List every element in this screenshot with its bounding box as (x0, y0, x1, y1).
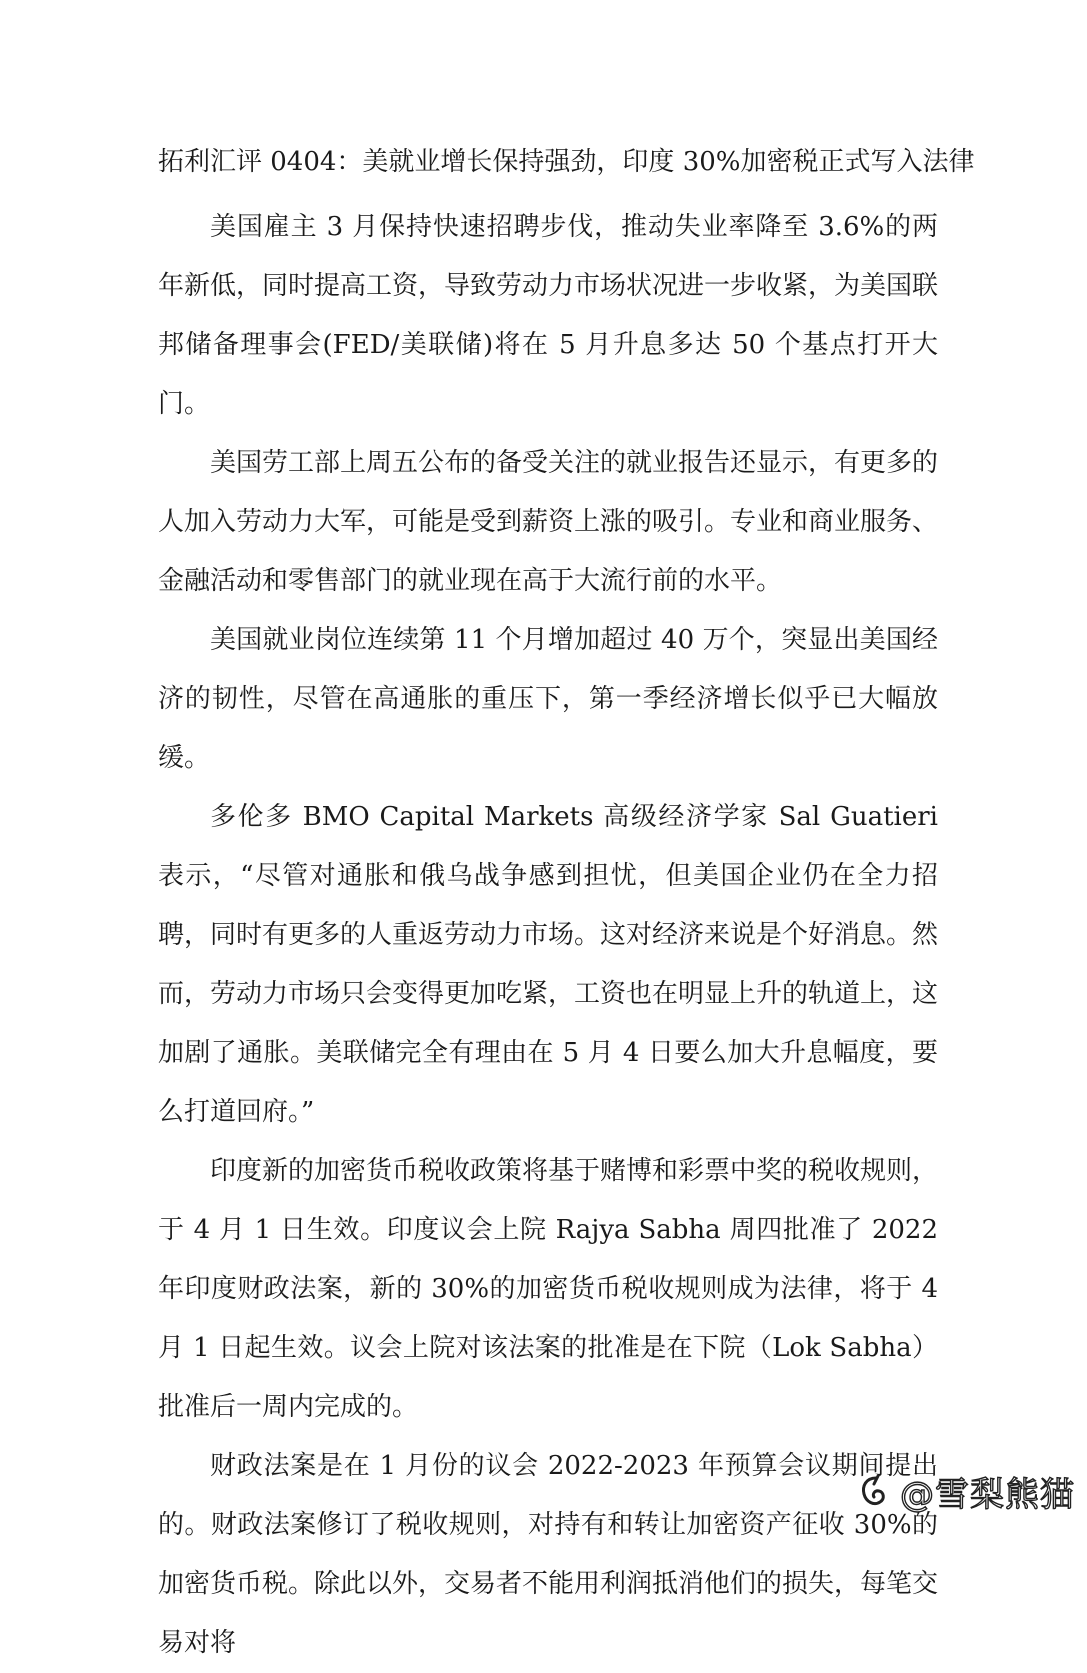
paragraph-3: 美国就业岗位连续第 11 个月增加超过 40 万个，突显出美国经济的韧性，尽管在高通胀的重压下，第一季经济增长似乎已大幅放缓。 (158, 625, 938, 773)
paragraph-6: 财政法案是在 1 月份的议会 2022-2023 年预算会议期间提出的。财政法案修订了税收规则，对持有和转让加密资产征收 30%的加密货币税。除此以外，交易者不能用利润抵消他们的损失，每笔交易对将 (158, 1451, 939, 1658)
document-title: 拓利汇评 0404：美就业增长保持强劲，印度 30%加密税正式写入法律 (158, 147, 975, 177)
watermark-text: @雪梨熊猫 (900, 1475, 1075, 1515)
paragraph-4: 多伦多 BMO Capital Markets 高级经济学家 Sal Guatieri 表示，“尽管对通胀和俄乌战争感到担忧，但美国企业仍在全力招聘，同时有更多的人重返劳动力市场。这对经济来说是个好消息。然而，劳动力市场只会变得更加吃紧，工资也在明显上升的轨道上，这加剧了通胀。美联储完全有理由在 5 月 4 日要么加大升息幅度，要么打道回府。” (158, 802, 939, 1127)
xueqiu-logo-icon (854, 1472, 894, 1512)
paragraph-1: 美国雇主 3 月保持快速招聘步伐，推动失业率降至 3.6%的两年新低，同时提高工资，导致劳动力市场状况进一步收紧，为美国联邦储备理事会(FED/美联储)将在 5 月升息多达 50 个基点打开大门。 (158, 212, 939, 419)
watermark (854, 1467, 1075, 1516)
paragraph-5: 印度新的加密货币税收政策将基于赌博和彩票中奖的税收规则，于 4 月 1 日生效。印度议会上院 Rajya Sabha 周四批准了 2022 年印度财政法案，新的 30%的加密货币税收规则成为法律，将于 4 月 1 日起生效。议会上院对该法案的批准是在下院（Lok Sabha）批准后一周内完成的。 (158, 1156, 939, 1422)
paragraph-2: 美国劳工部上周五公布的备受关注的就业报告还显示，有更多的人加入劳动力大军，可能是受到薪资上涨的吸引。专业和商业服务、金融活动和零售部门的就业现在高于大流行前的水平。 (158, 448, 939, 596)
document-page (158, 140, 975, 1673)
